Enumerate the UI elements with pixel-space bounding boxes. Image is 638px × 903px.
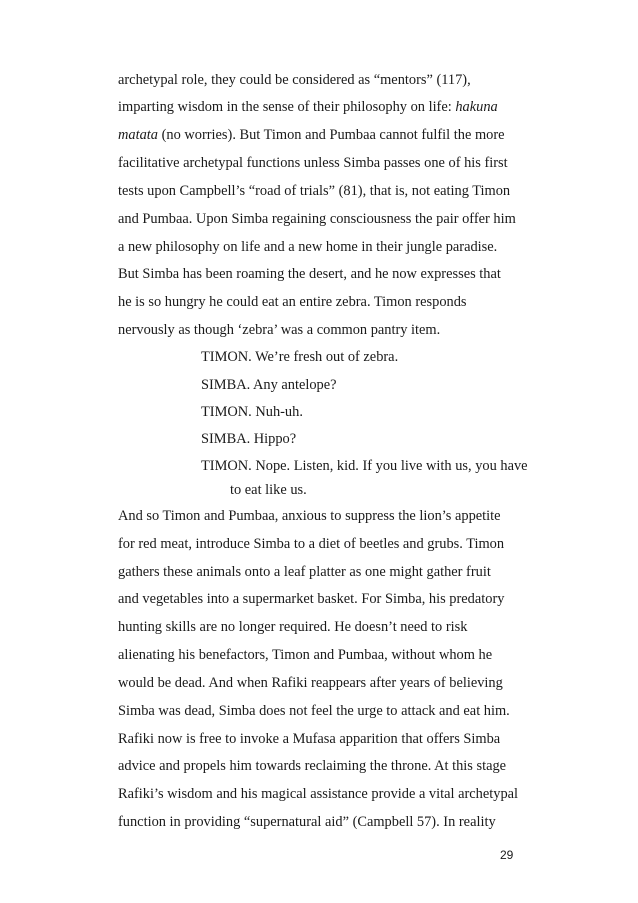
dialogue-line: TIMON. Nuh-uh. xyxy=(201,404,303,420)
text-line: Rafiki’s wisdom and his magical assistance provide a vital archetypal xyxy=(118,786,519,802)
dialogue-line: to eat like us. xyxy=(230,482,307,498)
dialogue-line: SIMBA. Any antelope? xyxy=(201,377,337,393)
text-line: Simba was dead, Simba does not feel the urge to attack and eat him. xyxy=(118,703,510,719)
text-line: And so Timon and Pumbaa, anxious to suppress the lion’s appetite xyxy=(118,508,501,524)
dialogue-line: SIMBA. Hippo? xyxy=(201,431,297,447)
text-line: function in providing “supernatural aid” (Campbell 57). In reality xyxy=(118,814,496,830)
text-line: tests upon Campbell’s “road of trials” (81), that is, not eating Timon xyxy=(118,183,511,199)
text-line: for red meat, introduce Simba to a diet of beetles and grubs. Timon xyxy=(118,536,505,552)
text-line: advice and propels him towards reclaiming the throne. At this stage xyxy=(118,758,507,774)
italic-text: matata xyxy=(118,127,158,143)
text-line: a new philosophy on life and a new home in their jungle paradise. xyxy=(118,239,498,255)
text-line: and Pumbaa. Upon Simba regaining consciousness the pair offer him xyxy=(118,211,516,227)
text-line: alienating his benefactors, Timon and Pumbaa, without whom he xyxy=(118,647,493,663)
text-line: would be dead. And when Rafiki reappears after years of believing xyxy=(118,675,503,691)
text-line: But Simba has been roaming the desert, and he now expresses that xyxy=(118,266,501,282)
text-line: Rafiki now is free to invoke a Mufasa apparition that offers Simba xyxy=(118,731,501,747)
text-line: and vegetables into a supermarket basket. For Simba, his predatory xyxy=(118,591,505,607)
text-line: he is so hungry he could eat an entire zebra. Timon responds xyxy=(118,294,467,310)
text-run: imparting wisdom in the sense of their philosophy on life: xyxy=(118,99,456,115)
text-run: (no worries). But Timon and Pumbaa cannot fulfil the more xyxy=(157,127,505,143)
italic-text: hakuna xyxy=(455,99,498,115)
text-line: nervously as though ‘zebra’ was a common pantry item. xyxy=(118,322,441,338)
text-line: hunting skills are no longer required. He doesn’t need to risk xyxy=(118,619,468,635)
text-line xyxy=(118,98,498,116)
text-line xyxy=(118,126,505,144)
dialogue-line: TIMON. Nope. Listen, kid. If you live with us, you have xyxy=(201,458,528,474)
page-number: 29 xyxy=(500,848,514,862)
text-line: archetypal role, they could be considered as “mentors” (117), xyxy=(118,72,471,88)
text-line: facilitative archetypal functions unless Simba passes one of his first xyxy=(118,155,508,171)
text-line: gathers these animals onto a leaf platter as one might gather fruit xyxy=(118,564,491,580)
dialogue-line: TIMON. We’re fresh out of zebra. xyxy=(201,349,399,365)
